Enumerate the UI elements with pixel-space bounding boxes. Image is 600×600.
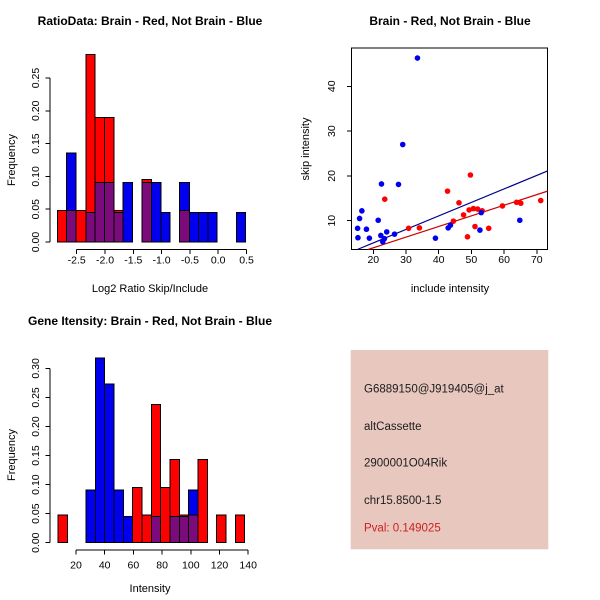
ratio-hist-bar-overlap — [104, 182, 114, 242]
scatter-plot-x-tick-label: 20 — [367, 254, 380, 266]
scatter-point-red — [406, 226, 412, 232]
gene-hist-y-tick-label: 0.25 — [30, 387, 42, 408]
scatter-plot-y-tick-label: 40 — [326, 80, 338, 93]
ratio-hist-bar-overlap — [86, 212, 95, 242]
info-line: 2900001O04Rik — [364, 457, 448, 470]
gene-hist-x-tick-label: 80 — [156, 559, 168, 572]
gene-hist-bar-overlap — [179, 517, 188, 543]
scatter-point-blue — [367, 235, 373, 241]
scatter-point-blue — [415, 55, 421, 61]
scatter-point-red — [417, 225, 423, 231]
scatter-point-blue — [517, 217, 523, 223]
scatter-plot-x-tick-label: 30 — [400, 254, 412, 266]
scatter-point-blue — [364, 226, 370, 232]
scatter-point-red — [500, 203, 506, 209]
gene-hist-x-axis-label: Intensity — [129, 583, 171, 595]
gene-hist-bar-blue — [95, 358, 104, 543]
info-line: G6889150@J919405@j_at — [364, 383, 504, 396]
scatter-plot-x-tick-label: 50 — [465, 254, 478, 266]
info-line: altCassette — [364, 421, 422, 433]
scatter-point-red — [461, 212, 467, 218]
gene-hist-bar-blue — [123, 517, 132, 543]
gene-hist-bar-blue — [86, 490, 95, 543]
info-line: Pval: 0.149025 — [364, 522, 441, 535]
ratio-hist-bar-blue — [208, 212, 217, 242]
scatter-plot-y-tick-label: 10 — [326, 214, 338, 227]
gene-hist-bar-overlap — [170, 517, 179, 543]
intensity-scatter-panel — [300, 0, 600, 300]
ratio-hist-x-tick-label: -1.5 — [124, 254, 143, 267]
scatter-point-red — [445, 188, 451, 194]
ratio-hist-bar-blue — [161, 212, 170, 242]
scatter-point-blue — [433, 235, 439, 241]
gene-hist-bar-red — [235, 515, 244, 543]
scatter-point-red — [382, 196, 388, 202]
scatter-point-blue — [382, 236, 388, 242]
ratio-hist-bar-blue — [198, 212, 208, 242]
ratio-hist-x-tick-label: 0.5 — [239, 254, 254, 267]
scatter-point-red — [486, 226, 492, 232]
info-line: chr15.8500-1.5 — [364, 495, 442, 507]
ratio-hist-x-axis-label: Log2 Ratio Skip/Include — [91, 283, 209, 295]
scatter-point-red — [465, 234, 471, 240]
scatter-plot-y-tick-label: 30 — [326, 125, 338, 137]
ratio-hist-bar-red — [76, 211, 86, 242]
scatter-point-red — [518, 200, 524, 206]
gene-hist-bar-overlap — [189, 515, 198, 543]
gene-hist-x-tick-label: 20 — [70, 559, 82, 572]
scatter-point-blue — [355, 226, 361, 232]
scatter-plot-x-tick-label: 70 — [530, 254, 543, 266]
ratio-hist-bar-overlap — [67, 211, 77, 242]
ratio-hist-y-tick-label: 0.20 — [30, 100, 42, 122]
scatter-plot-x-tick-label: 40 — [432, 254, 445, 266]
scatter-point-blue — [448, 222, 454, 228]
ratio-hist-bar-blue — [123, 182, 133, 242]
scatter-point-red — [472, 224, 478, 230]
scatter-point-blue — [477, 227, 483, 233]
gene-info — [300, 300, 600, 600]
scatter-point-blue — [384, 229, 390, 235]
ratio-hist-bar-overlap — [180, 211, 190, 242]
gene-hist-bar-red — [58, 515, 67, 543]
gene-histogram-panel — [0, 300, 300, 600]
ratio-hist-bar-blue — [236, 212, 245, 242]
scatter-point-blue — [379, 181, 385, 187]
ratio-hist-y-tick-label: 0.00 — [30, 231, 42, 253]
ratio-hist-x-tick-label: -2.0 — [95, 254, 115, 267]
ratio-hist-bar-red — [57, 211, 66, 242]
scatter-point-blue — [478, 210, 484, 216]
ratio-histogram-panel — [0, 0, 300, 300]
ratio-hist-bar-blue — [151, 182, 161, 242]
gene-hist-x-tick-label: 40 — [98, 559, 111, 572]
ratio-hist-bar-overlap — [95, 182, 105, 242]
scatter-plot-y-tick-label: 20 — [326, 170, 338, 182]
ratio-histogram — [0, 0, 300, 300]
gene-hist-y-tick-label: 0.05 — [30, 503, 42, 524]
scatter-point-blue — [392, 231, 398, 237]
gene-hist-x-tick-label: 60 — [127, 559, 140, 572]
scatter-point-blue — [375, 217, 381, 223]
gene-hist-y-tick-label: 0.00 — [30, 532, 42, 553]
scatter-point-blue — [400, 142, 406, 148]
gene-hist-bar-red — [161, 488, 170, 543]
gene-hist-y-tick-label: 0.10 — [30, 474, 42, 495]
scatter-point-blue — [355, 235, 361, 241]
gene-hist-bar-overlap — [151, 517, 160, 543]
scatter-point-red — [468, 172, 474, 178]
scatter-plot-x-axis-label: include intensity — [410, 283, 490, 295]
scatter-point-blue — [396, 182, 402, 188]
gene-hist-x-tick-label: 100 — [182, 559, 200, 572]
ratio-hist-bar-overlap — [114, 212, 123, 242]
scatter-point-blue — [359, 208, 365, 214]
gene-hist-y-tick-label: 0.15 — [30, 445, 42, 466]
ratio-hist-y-tick-label: 0.15 — [30, 133, 42, 154]
scatter-point-blue — [357, 216, 363, 222]
gene-hist-bar-red — [198, 460, 207, 543]
ratio-hist-x-tick-label: -1.0 — [152, 254, 171, 267]
ratio-hist-x-tick-label: -0.5 — [180, 254, 199, 267]
ratio-hist-title: RatioData: Brain - Red, Not Brain - Blue — [37, 14, 263, 28]
gene-hist-bar-blue — [105, 384, 114, 543]
scatter-plot-x-tick-label: 60 — [498, 254, 510, 266]
gene-hist-y-tick-label: 0.30 — [30, 358, 42, 379]
ratio-hist-bar-overlap — [142, 182, 152, 242]
ratio-hist-y-axis-label: Frequency — [6, 134, 18, 186]
ratio-hist-y-tick-label: 0.25 — [30, 67, 42, 89]
gene-hist-bar-red — [133, 488, 142, 543]
ratio-hist-y-tick-label: 0.05 — [30, 198, 42, 220]
info-box — [351, 350, 549, 549]
intensity-scatter — [300, 0, 600, 300]
scatter-plot-y-axis-label: skip intensity — [300, 117, 312, 181]
gene-hist-bar-red — [142, 515, 151, 543]
gene-hist-bar-red — [217, 515, 226, 543]
gene-hist-y-tick-label: 0.20 — [30, 416, 42, 437]
gene-hist-bar-blue — [114, 490, 123, 543]
ratio-hist-x-tick-label: 0.0 — [210, 254, 226, 267]
scatter-plot-title: Brain - Red, Not Brain - Blue — [369, 14, 531, 28]
scatter-point-red — [538, 198, 544, 204]
ratio-hist-y-tick-label: 0.10 — [30, 166, 42, 187]
gene-hist-x-tick-label: 120 — [210, 559, 229, 572]
ratio-hist-x-tick-label: -2.5 — [67, 254, 86, 267]
gene-hist-y-axis-label: Frequency — [6, 429, 18, 481]
scatter-point-red — [456, 200, 462, 206]
gene-hist-x-tick-label: 140 — [239, 559, 257, 572]
gene-histogram — [0, 300, 300, 600]
ratio-hist-bar-blue — [189, 212, 198, 242]
gene-hist-title: Gene Itensity: Brain - Red, Not Brain - Blue — [27, 314, 273, 328]
gene-info-panel — [300, 300, 600, 600]
